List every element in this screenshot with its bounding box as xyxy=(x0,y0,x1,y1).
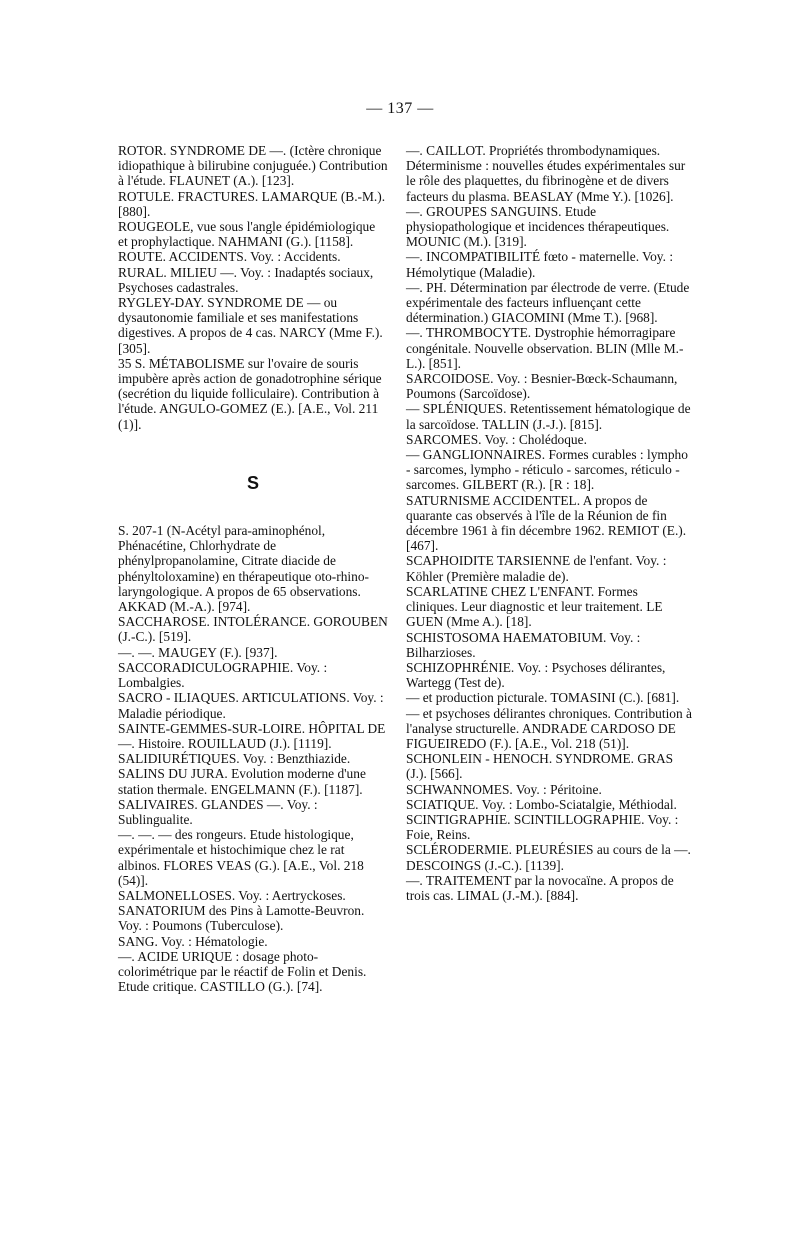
index-entry: SATURNISME ACCIDENTEL. A propos de quarante cas observés à l'île de la Réunion de fin décembre 1961 à fin décembre 1962. REMIOT (E.). [467]. xyxy=(406,492,687,554)
index-entry: S. 207-1 (N-Acétyl para-aminophénol, Phénacétine, Chlorhydrate de phénylpropanolamine, Citrate diacide de phényltoloxamine) en thérapeutique oto-rhino-laryngologique. A propos de 65 observations. AKKAD (M.-A.). [974]. xyxy=(118,523,369,615)
index-entry: SCHONLEIN - HENOCH. SYNDROME. GRAS (J.). [566]. xyxy=(406,751,674,782)
index-entry: SCAPHOIDITE TARSIENNE de l'enfant. Voy. : Köhler (Première maladie de). xyxy=(406,553,667,584)
index-entry: RURAL. MILIEU —. Voy. : Inadaptés sociaux, Psychoses cadastrales. xyxy=(118,264,374,295)
index-entry: SCLÉRODERMIE. PLEURÉSIES au cours de la —. DESCOINGS (J.-C.). [1139]. xyxy=(406,842,691,873)
index-entry: SALINS DU JURA. Evolution moderne d'une station thermale. ENGELMANN (F.). [1187]. xyxy=(118,766,366,797)
index-entry: SARCOMES. Voy. : Cholédoque. xyxy=(406,431,587,447)
index-entry: SALIDIURÉTIQUES. Voy. : Benzthiazide. xyxy=(118,751,351,767)
index-entry: SACCORADICULOGRAPHIE. Voy. : Lombalgies. xyxy=(118,659,328,691)
index-entry: —. —. MAUGEY (F.). [937]. xyxy=(118,644,278,660)
index-entry: —. —. — des rongeurs. Etude histologique, expérimentale et histochimique chez le rat albinos. FLORES VEAS (G.). [A.E., Vol. 218 (54)]. xyxy=(118,827,364,888)
index-entry: ROTULE. FRACTURES. LAMARQUE (B.-M.). [880]. xyxy=(118,188,386,219)
index-entry: SANG. Voy. : Hématologie. xyxy=(118,933,268,949)
index-entry: RYGLEY-DAY. SYNDROME DE — ou dysautonomie familiale et ses manifestations digestives. A propos de 4 cas. NARCY (Mme F.). [305]. xyxy=(118,295,383,356)
index-entry: — GANGLIONNAIRES. Formes curables : lympho - sarcomes, lympho - réticulo - sarcomes, réticulo - sarcomes. GILBERT (R.). [R : 18]. xyxy=(406,447,688,493)
index-entry: —. ACIDE URIQUE : dosage photo-colorimétrique par le réactif de Folin et Denis. Etude critique. CASTILLO (G.). [74]. xyxy=(118,948,367,995)
page-number: — 137 — xyxy=(366,100,434,117)
index-entry: ROUGEOLE, vue sous l'angle épidémiologique et prophylactique. NAHMANI (G.). [1158]. xyxy=(118,219,376,250)
index-entry: SAINTE-GEMMES-SUR-LOIRE. HÔPITAL DE —. Histoire. ROUILLAUD (J.). [1119]. xyxy=(118,720,386,751)
index-entry: SANATORIUM des Pins à Lamotte-Beuvron. Voy. : Poumons (Tuberculose). xyxy=(118,903,365,934)
index-entry: —. INCOMPATIBILITÉ fœto - maternelle. Voy. : Hémolytique (Maladie). xyxy=(406,249,674,280)
index-entry: SACCHAROSE. INTOLÉRANCE. GOROUBEN (J.-C.). [519]. xyxy=(118,614,388,645)
index-entry: —. TRAITEMENT par la novocaïne. A propos de trois cas. LIMAL (J.-M.). [884]. xyxy=(406,872,674,903)
index-entry: SCINTIGRAPHIE. SCINTILLOGRAPHIE. Voy. : Foie, Reins. xyxy=(406,811,679,843)
right-column xyxy=(406,143,692,903)
index-entry: SCHWANNOMES. Voy. : Péritoine. xyxy=(406,781,602,797)
index-entry: —. THROMBOCYTE. Dystrophie hémorragipare congénitale. Nouvelle observation. BLIN (Mlle M.-L.). [851]. xyxy=(406,325,684,371)
index-entry: SCARLATINE CHEZ L'ENFANT. Formes cliniques. Leur diagnostic et leur traitement. LE GUEN (Mme A.). [18]. xyxy=(406,583,663,630)
index-entry: —. GROUPES SANGUINS. Etude physiopathologique et incidences thérapeutiques. MOUNIC (M.). [319]. xyxy=(406,203,670,250)
index-entry: SACRO - ILIAQUES. ARTICULATIONS. Voy. : Maladie périodique. xyxy=(118,690,384,721)
index-entry: 35 S. MÉTABOLISME sur l'ovaire de souris impubère après action de gonadotrophine sérique (secrétion du liquide folliculaire). Contribution à l'étude. ANGULO-GOMEZ (E.). [A.E., Vol. 211 (1)]. xyxy=(118,355,382,432)
left-column xyxy=(118,143,388,994)
index-entry: — SPLÉNIQUES. Retentissement hématologique de la sarcoïdose. TALLIN (J.-J.). [815]. xyxy=(406,401,691,432)
index-entry: —. CAILLOT. Propriétés thrombodynamiques. Déterminisme : nouvelles études expérimentales sur le rôle des plaquettes, du fibrinogène et de divers facteurs du plasma. BEASLAY (Mme Y.). [1026]. xyxy=(406,143,686,204)
index-entry: ROTOR. SYNDROME DE —. (Ictère chronique idiopathique à bilirubine conjuguée.) Contribution à l'étude. FLAUNET (A.). [123]. xyxy=(118,143,388,189)
index-entry: SALIVAIRES. GLANDES —. Voy. : Sublingualite. xyxy=(118,796,318,827)
index-entry: SCHIZOPHRÉNIE. Voy. : Psychoses délirantes, Wartegg (Test de). xyxy=(406,659,666,691)
index-entry: —. PH. Détermination par électrode de verre. (Etude expérimentale des facteurs influençant cette détermination.) GIACOMINI (Mme T.). [968]. xyxy=(406,279,690,326)
index-entry: — et psychoses délirantes chroniques. Contribution à l'analyse structurelle. ANDRADE CARDOSO DE FIGUEIREDO (F.). [A.E., Vol. 218 (51)]. xyxy=(406,705,692,751)
index-entry: SARCOIDOSE. Voy. : Besnier-Bœck-Schaumann, Poumons (Sarcoïdose). xyxy=(406,371,678,402)
index-entry: — et production picturale. TOMASINI (C.). [681]. xyxy=(406,690,680,706)
index-entry: SALMONELLOSES. Voy. : Aertryckoses. xyxy=(118,887,346,903)
index-entry: SCHISTOSOMA HAEMATOBIUM. Voy. : Bilharzioses. xyxy=(406,629,641,660)
index-entry: SCIATIQUE. Voy. : Lombo-Sciatalgie, Méthiodal. xyxy=(406,796,677,812)
index-entry: ROUTE. ACCIDENTS. Voy. : Accidents. xyxy=(118,249,341,265)
section-letter: S xyxy=(246,472,259,493)
